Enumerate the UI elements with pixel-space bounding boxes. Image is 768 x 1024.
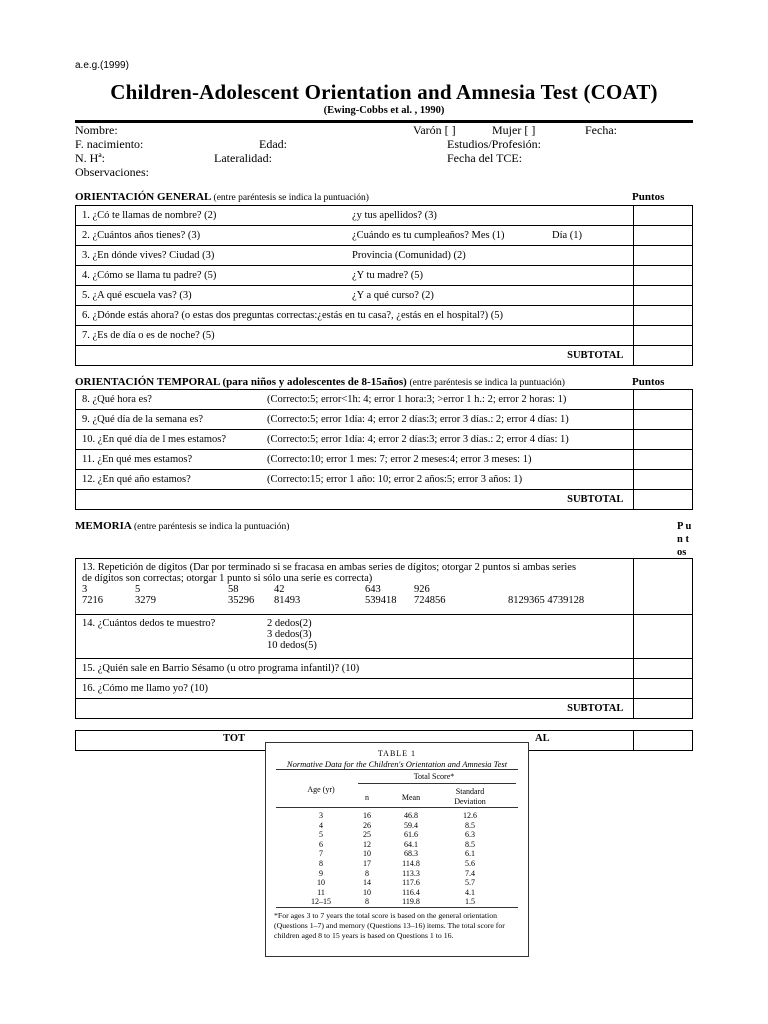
normative-cell-n: 14 [363,878,371,888]
section-orientacion-general [75,191,369,203]
table-row [76,450,693,470]
table-row [76,615,693,659]
table-row [76,559,693,615]
normative-cell-age: 6 [319,839,323,849]
score-cell[interactable] [634,286,693,306]
col-age-header: Age (yr) [307,785,335,794]
question-cell [76,286,634,306]
table-row [76,306,693,326]
question-cell [76,410,634,430]
normative-cell-sd: 5.6 [465,859,475,868]
field-varon[interactable]: Varón [ ] [413,123,456,137]
section-orientacion-temporal [75,376,565,388]
total-label-right: AL [535,733,550,744]
normative-cell-sd: 12.6 [463,811,477,820]
section-memoria [75,520,289,532]
section-hint: (entre paréntesis se indica la puntuación) [409,378,565,388]
question-13-text: 13. Repetición de dígitos (Dar por terminado si se fracasa en ambas series de dígitos; otorgar 2 puntos si ambas series [82,562,577,573]
col-mean-header: Mean [401,793,421,802]
table-row [76,470,693,490]
divider [358,783,516,784]
question-9: 9. ¿Qué día de la semana es? [82,414,203,425]
question-cell [76,470,634,490]
normative-cell-sd: 6.3 [465,830,475,840]
memory-table [75,558,693,719]
normative-cell-n: 26 [363,820,371,830]
points-header-vertical [677,520,691,559]
question-1b: ¿y tus apellidos? (3) [352,210,437,221]
normative-cell-n: 10 [363,887,371,897]
question-cell [76,266,634,286]
finger-option: 3 dedos(3) [267,629,312,640]
divider [276,769,518,770]
field-estudios[interactable]: Estudios/Profesión: [447,137,542,151]
table-row [76,410,693,430]
question-6: 6. ¿Dónde estás ahora? (o estas dos preguntas correctas:¿estás en tu casa?, ¿estás en el hospital?) (5) [76,306,634,326]
field-n-historia[interactable]: N. Hª: [75,151,105,165]
question-cell [76,430,634,450]
normative-cell-sd: 5.7 [465,878,475,888]
section-title: ORIENTACIÓN TEMPORAL (para niños y adolescentes de 8-15años) [75,376,407,388]
general-orientation-table [75,205,693,366]
question-8: 8. ¿Qué hora es? [82,394,152,405]
subtotal-label: SUBTOTAL [76,490,634,510]
question-7: 7. ¿Es de día o es de noche? (5) [76,326,634,346]
normative-cell-mean: 61.6 [404,830,418,840]
score-cell[interactable] [634,659,693,679]
table-row [76,266,693,286]
normative-cell-mean: 68.3 [404,849,418,859]
score-cell[interactable] [634,306,693,326]
digit-series: 724856 [414,595,446,606]
score-cell[interactable] [634,559,693,615]
score-cell[interactable] [634,470,693,490]
digit-series: 8129365 4739128 [508,595,585,606]
question-13-text: de dígitos son correctas; otorgar 1 punto si sólo una serie es correcta) [82,573,373,584]
question-3a: 3. ¿En dónde vives? Ciudad (3) [82,250,215,261]
score-cell[interactable] [634,450,693,470]
normative-cell-mean: 117.6 [402,878,420,888]
field-f-nacimiento[interactable]: F. nacimiento: [75,137,144,151]
finger-options [267,618,317,651]
digit-series: 3279 [135,595,156,606]
normative-cell-age: 8 [319,859,323,868]
normative-cell-mean: 46.8 [404,811,418,820]
table-caption: Normative Data for the Children's Orientation and Amnesia Test [286,759,508,769]
subtotal-score-cell[interactable] [634,346,693,366]
question-14: 14. ¿Cuántos dedos te muestro? [82,618,216,629]
normative-cell-age: 11 [317,887,325,897]
table-row [76,246,693,266]
normative-cell-mean: 114.8 [402,859,420,868]
author-note: a.e.g.(1999) [75,60,129,71]
table-row [76,286,693,306]
subtotal-score-cell[interactable] [634,490,693,510]
score-cell[interactable] [634,390,693,410]
table-footnote: *For ages 3 to 7 years the total score is based on the general orientation (Questions 1–7) and memory (Questions 13–16) items. The total score for children aged 8 to 15 years is based on Questions 1 to 16. [274,911,505,940]
normative-cell-mean: 116.4 [402,887,420,897]
normative-cell-age: 10 [317,878,325,888]
normative-cell-n: 10 [363,849,371,859]
col-n-header: n [365,793,369,802]
score-cell[interactable] [634,679,693,699]
scoring-8: (Correcto:5; error<1h: 4; error 1 hora:3; >error 1 h.: 2; error 2 horas: 1) [267,394,567,405]
normative-cell-mean: 59.4 [404,820,418,830]
digit-series: 7216 [82,595,103,606]
question-2a: 2. ¿Cuántos años tienes? (3) [82,230,201,241]
section-title: MEMORIA [75,520,132,532]
table-row [76,390,693,410]
normative-cell-n: 8 [365,897,369,907]
field-fecha-tce[interactable]: Fecha del TCE: [447,151,523,165]
col-sd-header: Standard Deviation [454,787,486,806]
total-label-left: TOT [223,733,245,744]
normative-cell-age: 9 [319,868,323,878]
question-11: 11. ¿En qué mes estamos? [82,454,193,465]
digit-series: 926 [414,584,430,595]
table-row [76,699,693,719]
question-5b: ¿Y a qué curso? (2) [352,290,434,301]
normative-cell-age: 7 [319,849,323,859]
group-header: Total Score* [413,772,455,781]
table-row [76,430,693,450]
section-hint: (entre paréntesis se indica la puntuación) [213,193,369,203]
digit-series: 5 [135,584,141,595]
digit-series: 58 [228,584,239,595]
digit-series: 539418 [365,595,397,606]
subtotal-score-cell[interactable] [634,699,693,719]
normative-data-table [265,742,529,957]
points-header-part: P u [677,521,692,532]
question-2b: ¿Cuándo es tu cumpleaños? Mes (1) [352,230,505,241]
table-row [76,679,693,699]
table-row [76,226,693,246]
score-cell[interactable] [634,246,693,266]
digit-repetition [82,562,627,606]
field-edad[interactable]: Edad: [259,137,287,151]
form-title: Children-Adolescent Orientation and Amnesia Test (COAT) [110,80,658,104]
normative-cell-n: 8 [365,868,369,878]
section-title: ORIENTACIÓN GENERAL [75,191,211,203]
score-cell[interactable] [634,326,693,346]
question-12: 12. ¿En qué año estamos? [82,474,191,485]
table-row [76,326,693,346]
score-cell[interactable] [634,206,693,226]
normative-cell-sd: 4.1 [465,887,475,897]
divider [276,907,518,908]
scoring-11: (Correcto:10; error 1 mes: 7; error 2 meses:4; error 3 meses: 1) [267,454,532,465]
table-row [76,490,693,510]
question-13-cell [76,559,634,615]
score-cell[interactable] [634,615,693,659]
question-3b: Provincia (Comunidad) (2) [352,250,466,261]
question-cell [76,450,634,470]
temporal-orientation-table [75,389,693,510]
digit-series: 35296 [228,595,255,606]
normative-cell-sd: 8.5 [465,820,475,830]
total-score-cell[interactable] [633,731,692,751]
score-cell[interactable] [634,410,693,430]
normative-cell-mean: 113.3 [402,868,420,878]
question-4b: ¿Y tu madre? (5) [352,270,424,281]
question-1a: 1. ¿Có te llamas de nombre? (2) [82,210,217,221]
divider [276,807,518,808]
normative-cell-mean: 119.8 [402,897,420,907]
normative-cell-n: 25 [363,830,371,840]
question-16: 16. ¿Cómo me llamo yo? (10) [76,679,634,699]
question-cell [76,206,634,226]
table-row [76,206,693,226]
question-5a: 5. ¿A qué escuela vas? (3) [82,290,192,301]
normative-cell-sd: 7.4 [465,868,475,878]
table-row [76,659,693,679]
normative-cell-sd: 6.1 [465,849,475,859]
field-observaciones[interactable]: Observaciones: [75,165,149,179]
score-cell[interactable] [634,226,693,246]
normative-cell-sd: 1.5 [465,897,475,907]
subtotal-label: SUBTOTAL [76,346,634,366]
question-cell [76,246,634,266]
score-cell[interactable] [634,430,693,450]
normative-cell-age: 12–15 [311,897,331,907]
question-15: 15. ¿Quién sale en Barrio Sésamo (u otro programa infantil)? (10) [76,659,634,679]
points-header: Puntos [632,376,665,388]
normative-cell-mean: 64.1 [404,839,418,849]
field-fecha[interactable]: Fecha: [585,123,617,137]
finger-option: 2 dedos(2) [267,618,312,629]
question-cell [76,226,634,246]
digit-series: 643 [365,584,381,595]
normative-cell-age: 3 [319,811,323,820]
digit-series: 42 [274,584,285,595]
digit-series: 81493 [274,595,301,606]
points-header-part: os [677,547,687,558]
field-nombre[interactable]: Nombre: [75,123,118,137]
field-lateralidad[interactable]: Lateralidad: [214,151,272,165]
normative-cell-n: 12 [363,839,371,849]
question-14-cell [76,615,634,659]
normative-cell-age: 5 [319,830,323,840]
digit-row [82,584,627,595]
normative-cell-n: 16 [363,811,371,820]
points-header: Puntos [632,191,665,203]
points-header-part: n t [677,534,689,545]
scoring-9: (Correcto:5; error 1día: 4; error 2 días:3; error 3 días.: 2; error 4 días: 1) [267,414,569,425]
question-2c: Día (1) [552,230,583,241]
section-hint: (entre paréntesis se indica la puntuación) [133,522,290,532]
finger-option: 10 dedos(5) [267,640,317,651]
question-cell [76,390,634,410]
digit-row [82,595,627,606]
normative-cell-age: 4 [319,820,323,830]
form-citation: (Ewing-Cobbs et al. , 1990) [323,105,445,116]
scoring-12: (Correcto:15; error 1 año: 10; error 2 años:5; error 3 años: 1) [267,474,523,485]
table-label: TABLE 1 [377,749,417,758]
question-10: 10. ¿En qué día de l mes estamos? [82,434,227,445]
digit-series: 3 [82,584,88,595]
score-cell[interactable] [634,266,693,286]
normative-cell-n: 17 [363,859,371,868]
field-mujer[interactable]: Mujer [ ] [492,123,536,137]
table-row [76,346,693,366]
question-4a: 4. ¿Cómo se llama tu padre? (5) [82,270,217,281]
scoring-10: (Correcto:5; error 1día: 4; error 2 días:3; error 3 días.: 2; error 4 días: 1) [267,434,569,445]
subtotal-label: SUBTOTAL [76,699,634,719]
normative-cell-sd: 8.5 [465,839,475,849]
